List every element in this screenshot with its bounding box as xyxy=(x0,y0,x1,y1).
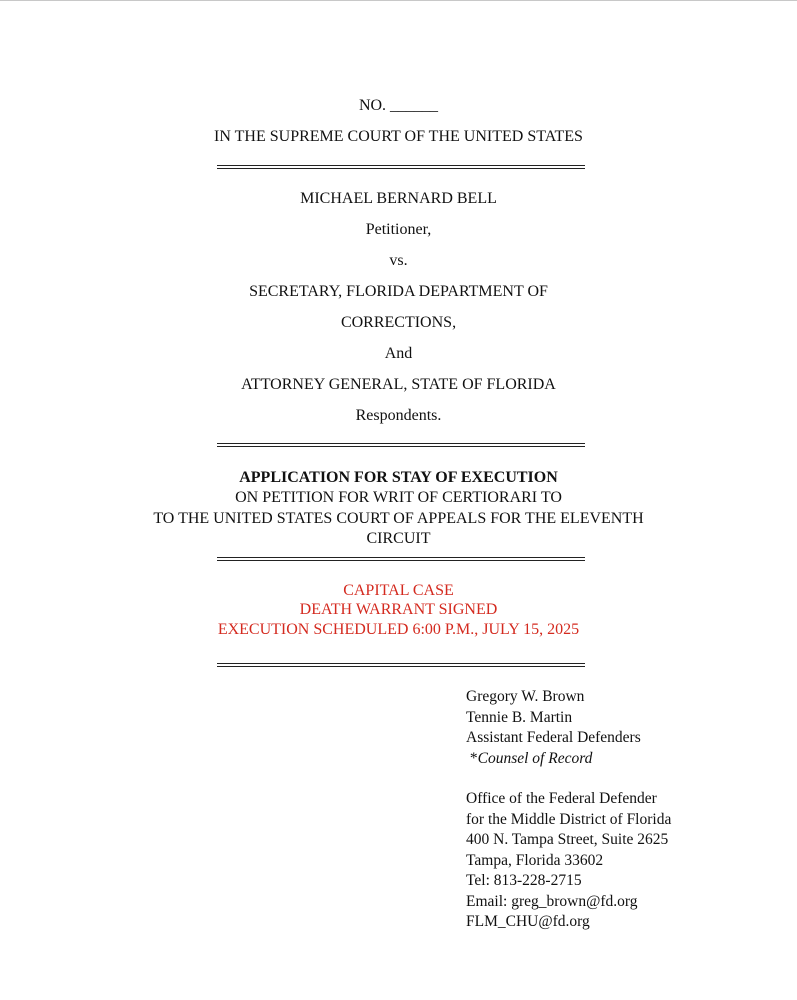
counsel-name-2: Tennie B. Martin xyxy=(466,708,573,726)
respondent-1-line-2: CORRECTIONS, xyxy=(340,314,457,331)
capital-case-notice: CAPITAL CASE xyxy=(343,582,454,599)
execution-schedule-notice: EXECUTION SCHEDULED 6:00 P.M., JULY 15, 2025 xyxy=(217,621,580,638)
title-line-3: TO THE UNITED STATES COURT OF APPEALS FOR THE ELEVENTH xyxy=(153,510,644,527)
divider-rule xyxy=(217,663,585,667)
document-title: APPLICATION FOR STAY OF EXECUTION xyxy=(239,469,558,486)
divider-rule xyxy=(217,443,585,447)
counsel-title: Assistant Federal Defenders xyxy=(466,729,641,746)
office-block xyxy=(466,789,671,933)
office-email-1: Email: greg_brown@fd.org xyxy=(466,892,638,910)
divider-rule xyxy=(217,165,585,169)
page-top-border xyxy=(0,0,797,1)
record-asterisk: * xyxy=(469,749,478,767)
counsel-block xyxy=(466,687,641,769)
counsel-of-record-note xyxy=(466,749,641,770)
respondent-role: Respondents. xyxy=(355,407,442,424)
petitioner-role: Petitioner, xyxy=(365,221,432,238)
respondent-2: ATTORNEY GENERAL, STATE OF FLORIDA xyxy=(241,376,556,393)
divider-rule xyxy=(217,557,585,561)
office-address-1: 400 N. Tampa Street, Suite 2625 xyxy=(466,831,669,848)
office-name-2: for the Middle District of Florida xyxy=(466,810,672,828)
conjunction-and: And xyxy=(384,345,413,362)
office-email-2: FLM_CHU@fd.org xyxy=(466,913,590,930)
docket-number: NO. ______ xyxy=(358,97,439,114)
office-address-2: Tampa, Florida 33602 xyxy=(466,851,604,869)
versus-label: vs. xyxy=(389,252,408,269)
title-line-4: CIRCUIT xyxy=(366,530,431,547)
respondent-1-line-1: SECRETARY, FLORIDA DEPARTMENT OF xyxy=(249,283,548,300)
office-name-1: Office of the Federal Defender xyxy=(466,790,657,807)
petitioner-name: MICHAEL BERNARD BELL xyxy=(300,190,497,207)
counsel-name-1: Gregory W. Brown xyxy=(466,688,585,705)
record-note-text: Counsel of Record xyxy=(477,749,593,767)
court-name: IN THE SUPREME COURT OF THE UNITED STATES xyxy=(214,128,583,145)
death-warrant-notice: DEATH WARRANT SIGNED xyxy=(299,601,498,618)
office-telephone: Tel: 813-228-2715 xyxy=(466,872,582,889)
title-line-2: ON PETITION FOR WRIT OF CERTIORARI TO xyxy=(235,489,562,506)
